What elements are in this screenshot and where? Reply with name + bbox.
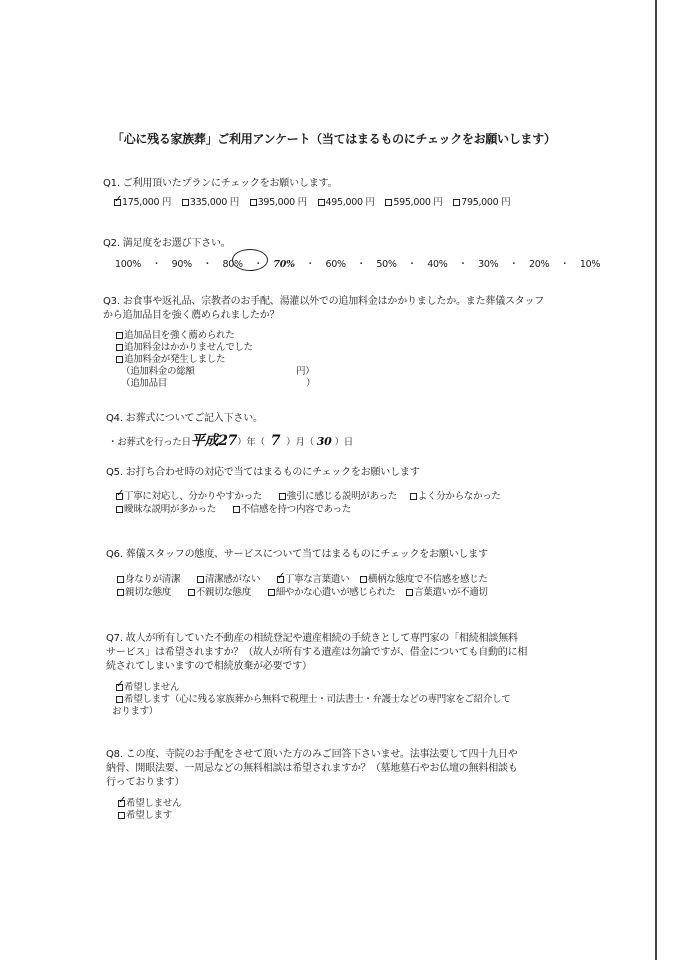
q6-options-row1 [117,571,488,585]
q8-question-line2: 納骨、開眼法要、一周忌などの無料相談は希望されますか？（墓地墓石やお仏壇の無料相談も [106,763,518,774]
q3-amount-unit: 円） [296,366,315,377]
checkbox[interactable] [117,576,124,583]
q7-question-line3: 続されてしまいますので相続放棄が必要です） [106,661,312,672]
checkbox[interactable] [116,493,123,500]
q5-option[interactable]: 不信感を持つ内容であった [233,504,351,515]
checkbox[interactable] [116,332,123,339]
checkbox[interactable] [116,356,123,363]
scale-value-selected[interactable]: 70% [273,259,295,270]
q1-option[interactable]: ✓175,000 円 [114,197,171,208]
handwritten-era-year[interactable]: 平成27 [190,433,238,449]
q6-option[interactable]: 親切な態度 [117,587,171,598]
scale-value[interactable]: 50% [376,259,397,270]
checkbox[interactable] [318,199,325,206]
checkbox[interactable] [117,589,124,596]
q6-option[interactable]: ✓ 丁寧な言葉遣い [277,574,349,585]
scale-value[interactable]: 10% [579,259,601,270]
scale-value[interactable]: 40% [427,259,448,270]
q6-option[interactable]: 清潔感がない [197,574,260,585]
checkbox[interactable] [116,696,123,703]
checkbox[interactable] [453,199,460,206]
q5-question: Q5. お打ち合わせ時の対応で当てはまるものにチェックをお願いします [106,467,420,478]
checkbox[interactable] [118,812,125,819]
handwritten-day[interactable]: 30 [316,435,332,448]
q1-option[interactable]: 795,000 円 [453,197,510,208]
q8-option[interactable]: ✓希望しません [118,795,181,809]
checkbox[interactable] [385,199,392,206]
q3-option[interactable]: 追加料金が発生しました [116,351,225,365]
q7-question-line1: Q7. 故人が所有していた不動産の相続登記や遺産相続の手続きとして専門家の「相続相談無料 [106,633,518,644]
q5-option[interactable]: よく分からなかった [410,491,501,502]
scale-value[interactable]: 30% [478,259,499,270]
scale-value[interactable]: 20% [529,259,550,270]
checkbox[interactable] [116,684,123,691]
date-prefix: ・お葬式を行った日 [108,437,191,448]
scale-value[interactable]: 90% [171,259,192,270]
checkbox[interactable] [116,506,123,513]
q3-option[interactable]: 追加料金はかかりませんでした [116,339,253,353]
checkbox[interactable] [360,576,367,583]
q3-items-label: （追加品目 [121,378,168,389]
q7-option[interactable]: 希望します（心に残る家族葬から無料で税理士・司法書士・弁護士などの専門家をご紹介して [116,691,510,705]
q6-option[interactable]: 横柄な態度で不信感を感じた [360,574,488,585]
q2-question: Q2. 満足度をお選び下さい。 [103,238,231,249]
scan-edge-line [655,0,657,960]
scale-value[interactable]: 100% [115,259,141,270]
q5-option[interactable]: ✓丁寧に対応し、分かりやすかった [116,491,262,502]
q7-question-line2: サービス」は希望されますか？（故人が所有する遺産は勿論ですが、借金についても自動的に相 [106,647,528,658]
checkbox[interactable] [114,199,121,206]
q6-option[interactable]: 言葉遣いが不適切 [406,587,488,598]
checkbox[interactable] [277,576,284,583]
q7-option-continuation: おります） [112,706,159,717]
q1-option[interactable]: 395,000 円 [250,197,307,208]
q5-options-row2 [116,501,351,515]
q6-option[interactable]: 身なりが清潔 [117,574,180,585]
q3-option[interactable]: 追加品目を強く薦められた [116,327,234,341]
q6-option[interactable]: 細やかな心遣いが感じられた [268,587,396,598]
q1-option[interactable]: 495,000 円 [318,197,375,208]
checkbox[interactable] [410,493,417,500]
q3-items-close: ） [306,378,316,389]
q3-amount-label: （追加料金の総額 [121,366,195,377]
q1-options [114,194,510,208]
checkbox[interactable] [406,589,413,596]
q1-option[interactable]: 595,000 円 [385,197,442,208]
handwritten-month[interactable]: 7 [270,433,281,449]
q6-option[interactable]: 不親切な態度 [188,587,251,598]
scale-value[interactable]: 80% [222,259,243,270]
q3-question-line1: Q3. お食事や返礼品、宗教者のお手配、湯灌以外での追加料金はかかりましたか。また葬儀スタッフ [103,296,545,307]
q4-question: Q4. お葬式についてご記入下さい。 [106,413,263,424]
checkbox[interactable] [279,493,286,500]
q7-option[interactable]: ✓希望しません [116,679,179,693]
checkbox[interactable] [268,589,275,596]
q5-option[interactable]: 強引に感じる説明があった [279,491,397,502]
q2-scale: 100% ・ 90% ・ 80% ・ 70% ・ 60% ・ 50% ・ 40% ・ 30% ・ 20% ・ 10% [115,259,601,270]
q1-question: Q1. ご利用頂いたプランにチェックをお願いします。 [103,178,338,189]
checkbox[interactable] [116,344,123,351]
checkbox[interactable] [118,800,125,807]
checkbox[interactable] [250,199,257,206]
q8-option[interactable]: 希望します [118,807,172,821]
checkbox[interactable] [197,576,204,583]
q3-question-line2: から追加品目を強く薦められましたか？ [103,310,280,321]
scale-value[interactable]: 60% [325,259,346,270]
checkbox[interactable] [188,589,195,596]
q6-options-row2 [117,584,488,598]
checkbox[interactable] [182,199,189,206]
q8-question-line3: 行っております） [106,777,185,788]
q8-question-line1: Q8. この度、寺院のお手配をさせて頂いた方のみご回答下さいませ。法事法要して四十九日や [106,749,518,760]
q5-option[interactable]: 曖昧な説明が多かった [116,504,216,515]
checkbox[interactable] [233,506,240,513]
q5-options-row1 [116,488,501,502]
handwritten-circle-mark [232,249,268,271]
survey-title: 「心に残る家族葬」ご利用アンケート（当てはまるものにチェックをお願いします） [112,132,556,146]
q1-option[interactable]: 335,000 円 [182,197,239,208]
q6-question: Q6. 葬儀スタッフの態度、サービスについて当てはまるものにチェックをお願いします [106,549,488,560]
q4-date-line: ・お葬式を行った日平成27）年（ 7 ）月（ 30 ）日 [108,433,353,449]
